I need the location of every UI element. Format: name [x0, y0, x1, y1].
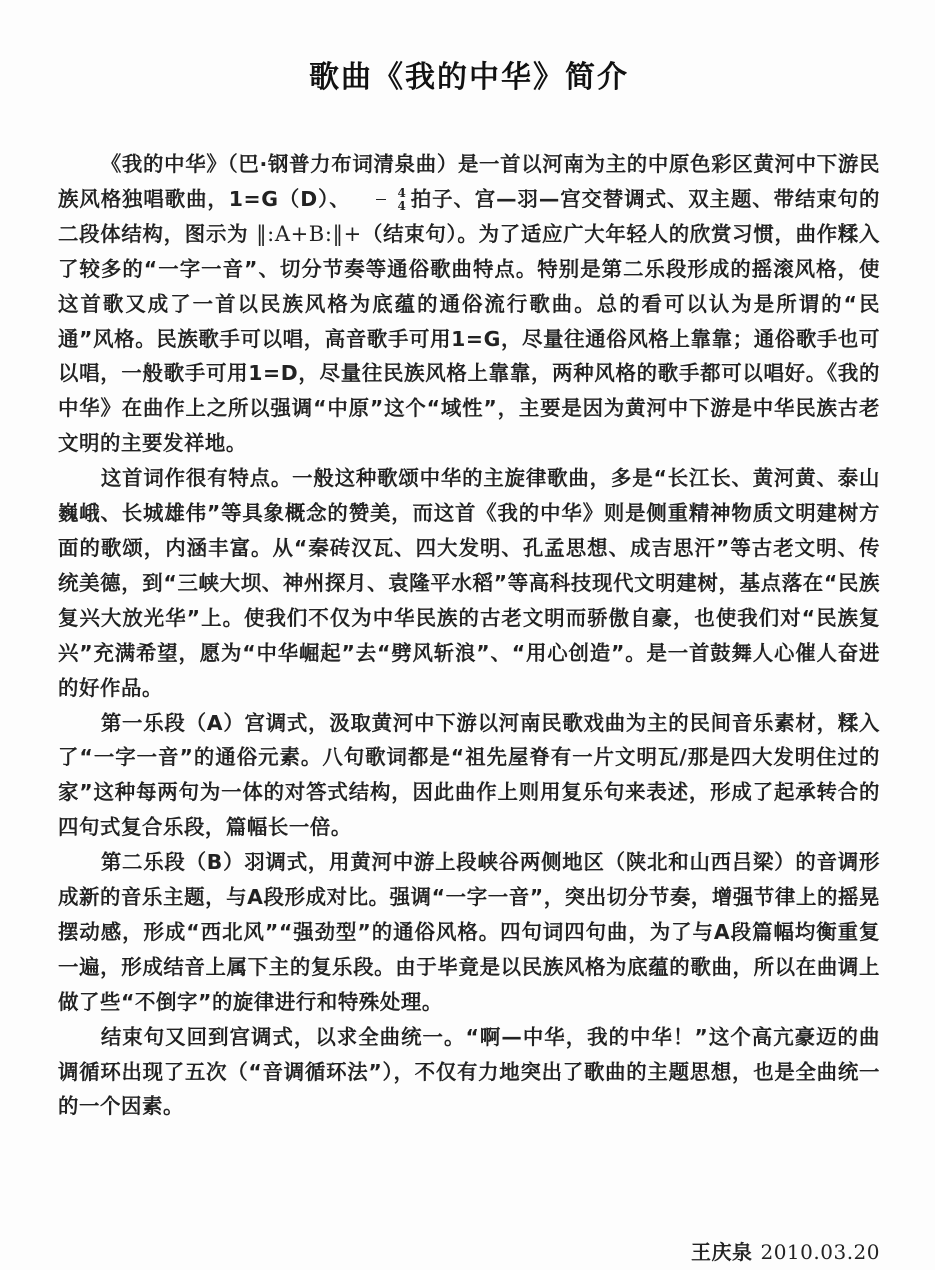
intro-text-2: 拍子、宫—羽—宫交替调式、双主题、带结束句的二段体结构，图示为	[58, 186, 881, 246]
signature-author: 王庆泉	[690, 1240, 753, 1264]
time-signature	[355, 187, 407, 212]
time-signature-denominator: 4	[397, 199, 407, 214]
paragraph-section-a: 第一乐段（A）宫调式，汲取黄河中下游以河南民歌戏曲为主的民间音乐素材，糅入了“一字一音”的通俗元素。八句歌词都是“祖先屋脊有一片文明瓦/那是四大发明住过的家”这种每两句为一体的对答式结构，因此曲作上则用复乐句来表述，形成了起承转合的四句式复合乐段，篇幅长一倍。	[58, 710, 880, 840]
paragraph-section-b: 第二乐段（B）羽调式，用黄河中游上段峡谷两侧地区（陕北和山西吕梁）的音调形成新的音乐主题，与A段形成对比。强调“一字一音”，突出切分节奏，增强节律上的摇晃摆动感，形成“西北风”“强劲型”的通俗风格。四句词四句曲，为了与A段篇幅均衡重复一遍，形成结音上属下主的复乐段。由于毕竟是以民族风格为底蕴的歌曲，所以在曲调上做了些“不倒字”的旋律进行和特殊处理。	[58, 850, 880, 1014]
paragraph-lyrics: 这首词作很有特点。一般这种歌颂中华的主旋律歌曲，多是“长江长、黄河黄、泰山巍峨、长城雄伟”等具象概念的赞美，而这首《我的中华》则是侧重精神物质文明建树方面的歌颂，内涵丰富。从“秦砖汉瓦、四大发明、孔孟思想、成吉思汗”等古老文明、传统美德，到“三峡大坝、神州探月、袁隆平水稻”等高科技现代文明建树，基点落在“民族复兴大放光华”上。使我们不仅为中华民族的古老文明而骄傲自豪，也使我们对“民族复兴”充满希望，愿为“中华崛起”去“劈风斩浪”、“用心创造”。是一首鼓舞人心催人奋进的好作品。	[58, 466, 880, 700]
intro-text-1: 《我的中华》（巴·钢普力布词清泉曲）是一首以河南为主的中原色彩区黄河中下游民族风格独唱歌曲，1=G（D）、	[58, 152, 880, 211]
paragraph-ending: 结束句又回到宫调式，以求全曲统一。“啊—中华，我的中华！”这个高亢豪迈的曲调循环出现了五次（“音调循环法”），不仅有力地突出了歌曲的主题思想，也是全曲统一的一个因素。	[58, 1024, 880, 1119]
signature-date: 2010.03.20	[760, 1240, 880, 1264]
document-body	[58, 147, 880, 1124]
intro-text-3: （结束句）。为了适应广大年轻人的欣赏习惯，曲作糅入了较多的“一字一音”、切分节奏等通俗歌曲特点。特别是第二乐段形成的摇滚风格，使这首歌又成了一首以民族风格为底蕴的通俗流行歌曲。总的看可以认为是所谓的“民通”风格。民族歌手可以唱，高音歌手可用1=G，尽量往通俗风格上靠靠；通俗歌手也可以唱，一般歌手可用1=D，尽量往民族风格上靠靠，两种风格的歌手都可以唱好。《我的中华》在曲作上之所以强调“中原”这个“域性”，主要是因为黄河中下游是中华民族古老文明的主要发祥地。	[58, 221, 880, 456]
repeat-sign-notation: ‖:A+B:‖+	[256, 221, 362, 246]
paragraph-intro	[58, 147, 880, 461]
time-signature-numerator: 4	[397, 186, 407, 201]
signature	[691, 1236, 880, 1265]
document-title: 歌曲《我的中华》简介	[309, 60, 629, 95]
